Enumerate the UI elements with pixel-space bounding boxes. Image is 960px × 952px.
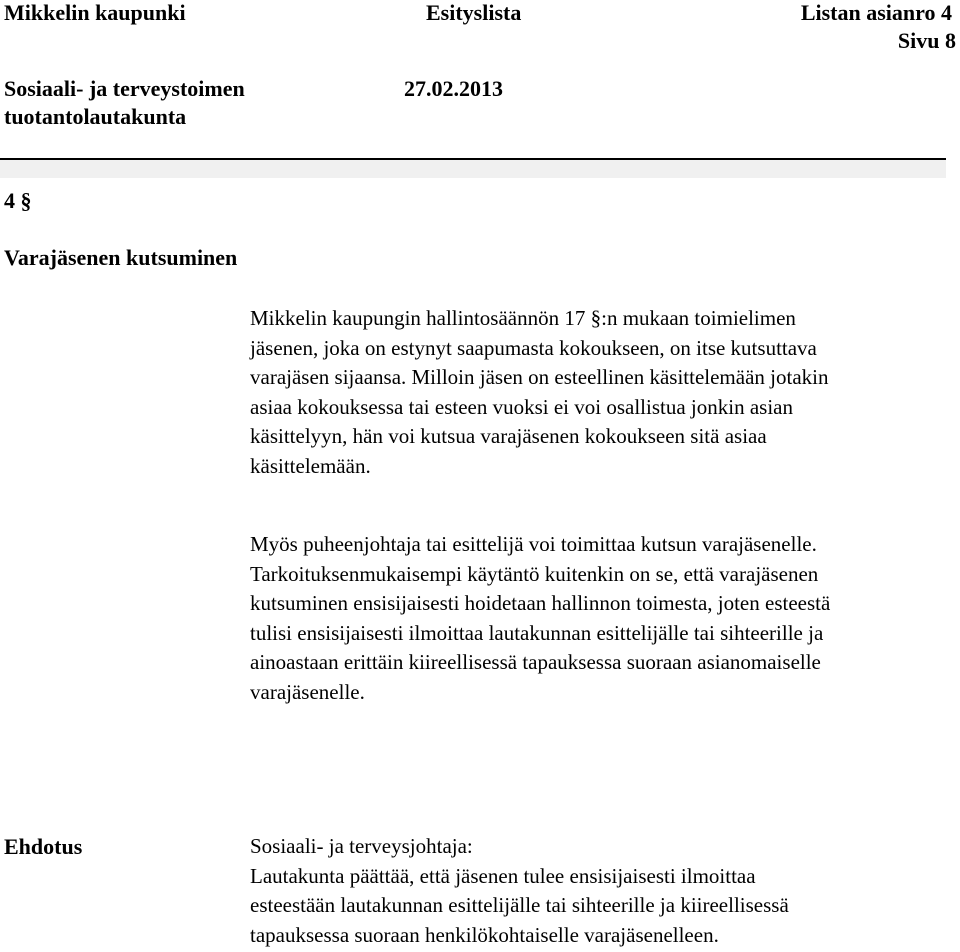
paragraph-line: asiaa kokouksessa tai esteen vuoksi ei voi osallistua jonkin asian (250, 394, 793, 419)
paragraph-line: varajäsenelle. (250, 679, 365, 704)
header-board-line2: tuotantolautakunta (4, 104, 187, 129)
paragraph-line: Tarkoituksenmukaisempi käytäntö kuitenkin on se, että varajäsenen (250, 561, 819, 586)
header-board-line1: Sosiaali- ja terveystoimen (4, 76, 245, 101)
paragraph-line: tulisi ensisijaisesti ilmoittaa lautakunnan esittelijälle tai sihteerille ja (250, 620, 824, 645)
paragraph-line: käsittelemään. (250, 453, 371, 478)
body-paragraph-1 (250, 304, 828, 481)
header-date: 27.02.2013 (404, 76, 503, 101)
header-city: Mikkelin kaupunki (4, 0, 186, 25)
paragraph-line: varajäsen sijaansa. Milloin jäsen on esteellinen käsittelemään jotakin (250, 365, 829, 389)
paragraph-line: kutsuminen ensisijaisesti hoidetaan hallinnon toimesta, joten esteestä (250, 591, 831, 615)
paragraph-line: Myös puheenjohtaja tai esittelijä voi toimittaa kutsun varajäsenelle. (250, 532, 817, 556)
proposal-line: Sosiaali- ja terveysjohtaja: (250, 834, 473, 858)
proposal-line: tapauksessa suoraan henkilökohtaiselle varajäsenelleen. (250, 922, 719, 947)
header-rule (0, 158, 946, 178)
proposal-label: Ehdotus (4, 834, 83, 859)
paragraph-line: ainoastaan erittäin kiireellisessä tapauksessa suoraan asianomaiselle (250, 650, 821, 674)
paragraph-line: käsittelyyn, hän voi kutsua varajäsenen kokoukseen sitä asiaa (250, 424, 767, 448)
header-item-number: Listan asianro 4 (800, 0, 952, 25)
section-number: 4 § (4, 188, 32, 213)
header-page-number: Sivu 8 (897, 28, 956, 53)
section-title: Varajäsenen kutsuminen (4, 245, 238, 270)
body-paragraph-2 (250, 530, 830, 707)
paragraph-line: Mikkelin kaupungin hallintosäännön 17 §:n mukaan toimielimen (250, 306, 796, 330)
proposal-text (250, 832, 789, 950)
paragraph-line: jäsenen, joka on estynyt saapumasta kokoukseen, on itse kutsuttava (250, 335, 817, 360)
proposal-line: esteestään lautakunnan esittelijälle tai sihteerille ja kiireellisessä (250, 893, 789, 917)
proposal-line: Lautakunta päättää, että jäsenen tulee ensisijaisesti ilmoittaa (250, 863, 756, 888)
header-doc-type: Esityslista (426, 0, 522, 25)
